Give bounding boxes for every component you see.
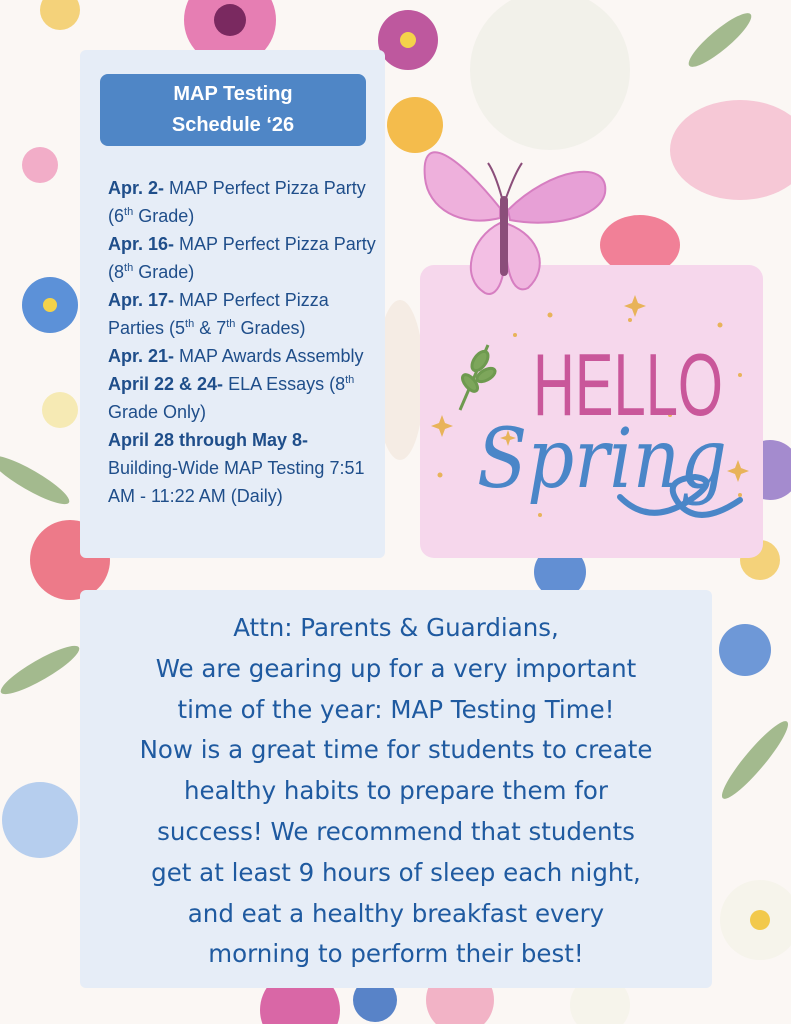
message-line: success! We recommend that students <box>157 816 635 846</box>
message-line: and eat a healthy breakfast every <box>187 898 605 928</box>
message-line: get at least 9 hours of sleep each night, <box>151 857 641 887</box>
message-line: healthy habits to prepare them for <box>184 776 608 806</box>
hello-text: HELLO <box>533 335 723 434</box>
ordinal-suffix: th <box>226 318 236 330</box>
schedule-item <box>108 174 380 230</box>
schedule-list <box>108 174 380 510</box>
leaf-sprig-icon <box>460 345 497 410</box>
schedule-item-text: MAP Perfect Pizza Parties (5 <box>108 290 329 338</box>
message-line: We are gearing up for a very important <box>155 653 637 683</box>
schedule-card <box>80 50 385 558</box>
schedule-item-text: ELA Essays (8 <box>228 374 346 394</box>
parent-message-card <box>80 590 712 988</box>
ordinal-suffix: th <box>124 262 134 274</box>
ordinal-suffix: th <box>345 374 355 386</box>
schedule-item-date: Apr. 17- <box>108 290 175 310</box>
schedule-item-date: April 28 through May 8- <box>108 430 309 450</box>
message-line: time of the year: MAP Testing Time! <box>177 694 615 724</box>
schedule-item-text: MAP Perfect Pizza Party (6 <box>108 178 366 226</box>
schedule-item-text: Grades) <box>235 318 306 338</box>
message-line: morning to perform their best! <box>208 939 584 969</box>
schedule-title-line1: MAP Testing <box>173 83 293 105</box>
schedule-item <box>108 426 380 510</box>
message-line: Attn: Parents & Guardians, <box>233 613 559 642</box>
schedule-item-date: Apr. 16- <box>108 234 175 254</box>
schedule-item-date: Apr. 21- <box>108 346 175 366</box>
spring-text: Spring <box>477 412 727 507</box>
schedule-item <box>108 370 380 426</box>
schedule-item-text: MAP Perfect Pizza Party (8 <box>108 234 376 282</box>
schedule-item-text: & 7 <box>194 318 227 338</box>
schedule-item-text: Building-Wide MAP Testing 7:51 AM - 11:22 AM (Daily) <box>108 458 365 506</box>
ordinal-suffix: th <box>185 318 195 330</box>
flower-top-right <box>600 7 791 275</box>
message-line: Now is a great time for students to create <box>139 735 653 765</box>
schedule-item-text: Grade) <box>133 206 195 226</box>
schedule-item-text: MAP Awards Assembly <box>179 346 364 366</box>
ordinal-suffix: th <box>124 206 134 218</box>
schedule-item <box>108 342 380 370</box>
schedule-item-text: Grade) <box>133 262 195 282</box>
parent-message <box>80 608 712 975</box>
schedule-title <box>100 74 366 146</box>
butterfly-icon <box>400 118 620 318</box>
schedule-title-line2: Schedule ‘26 <box>171 114 295 136</box>
schedule-item-date: Apr. 2- <box>108 178 165 198</box>
schedule-item-date: April 22 & 24- <box>108 374 224 394</box>
schedule-item-text: Grade Only) <box>108 402 207 422</box>
schedule-item <box>108 286 380 342</box>
schedule-item <box>108 230 380 286</box>
